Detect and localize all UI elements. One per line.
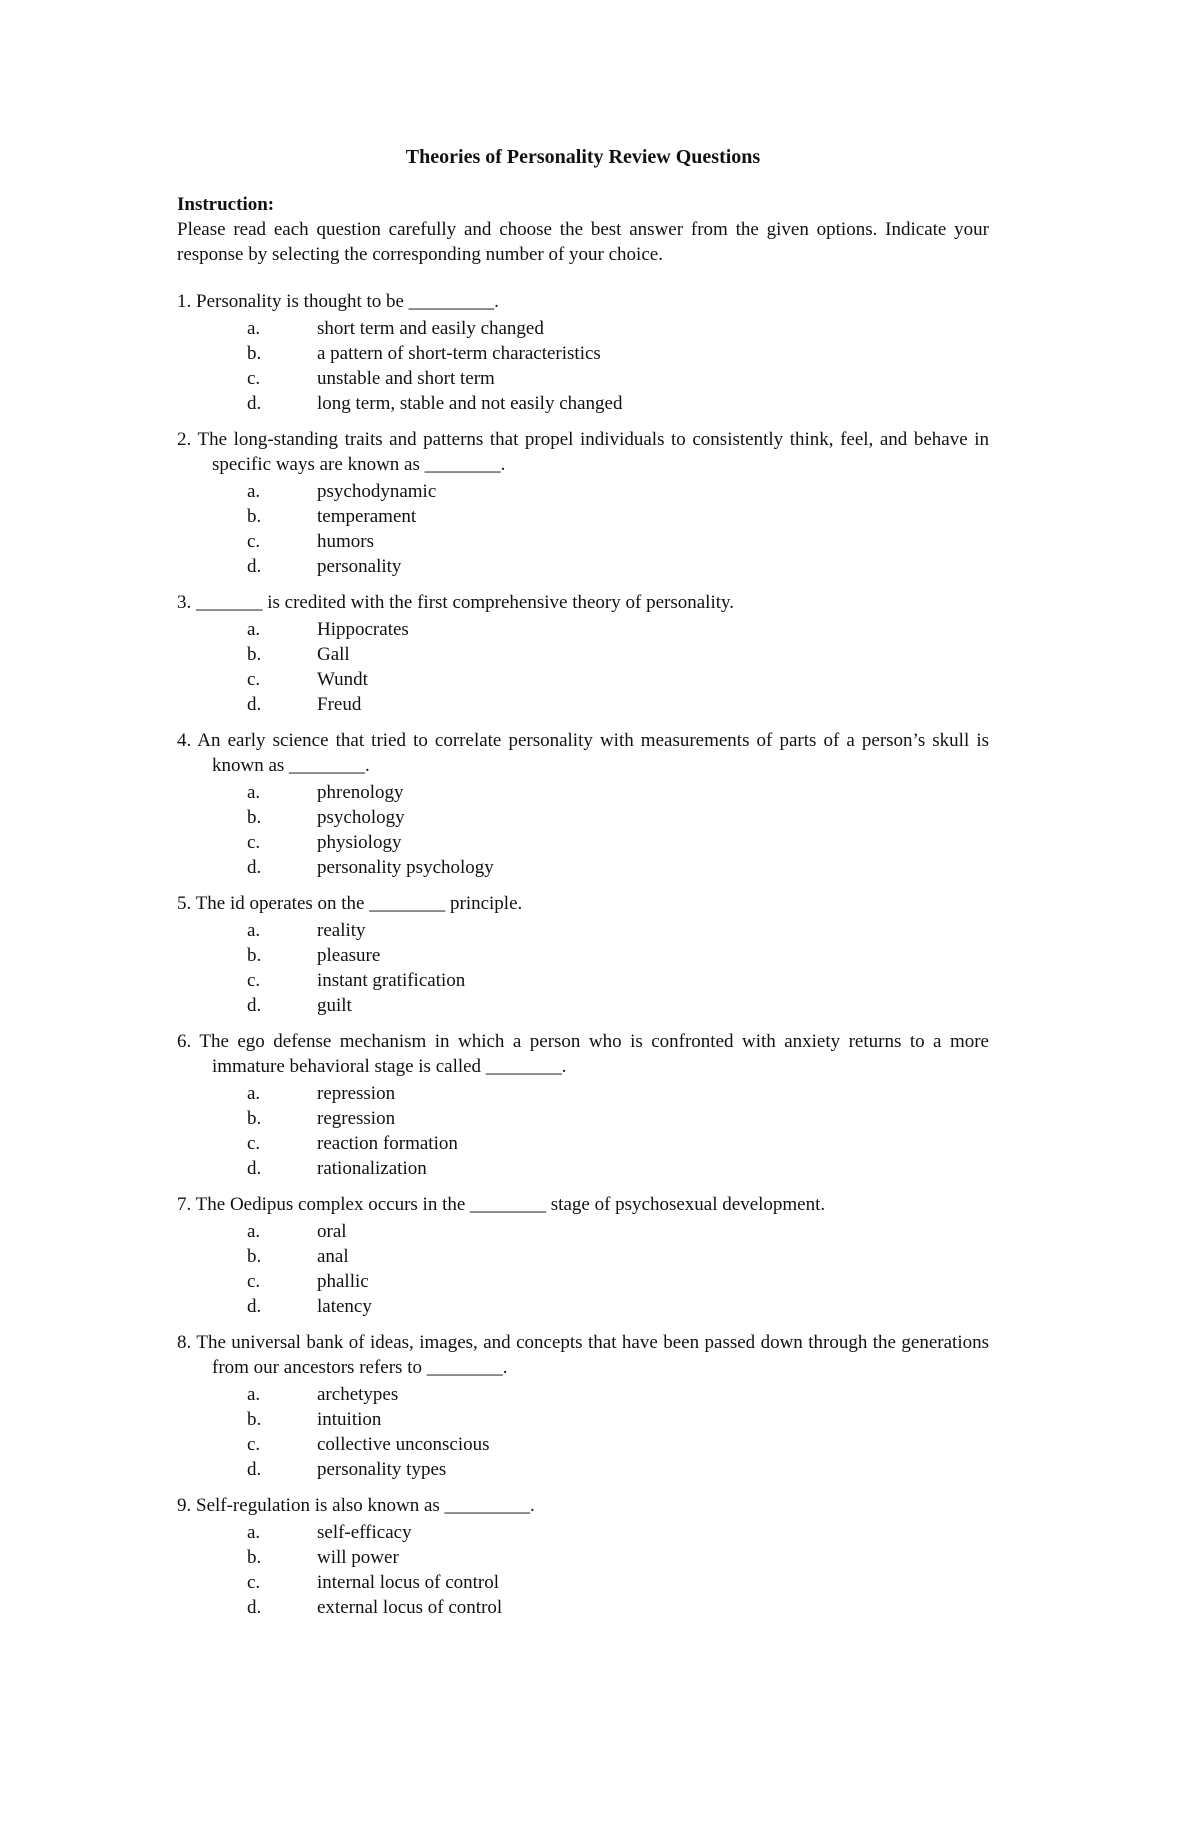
question-stem: 1. Personality is thought to be _________. — [177, 291, 499, 312]
question-stem: 4. An early science that tried to correlate personality with measurements of parts of a person’s skull is known as ________. — [177, 730, 989, 776]
question-item — [177, 1029, 989, 1181]
option-text: oral — [317, 1221, 347, 1242]
option-letter-cell — [177, 341, 317, 366]
option-letter: d. — [247, 393, 262, 414]
option-letter-cell — [177, 943, 317, 968]
option-letter-cell — [177, 1219, 317, 1244]
answer-options — [177, 316, 989, 416]
answer-options — [177, 1081, 989, 1181]
option-text: external locus of control — [317, 1597, 503, 1618]
option-text: temperament — [317, 506, 417, 527]
answer-option[interactable] — [177, 943, 989, 968]
option-text: rationalization — [317, 1158, 427, 1179]
option-text: personality types — [317, 1459, 447, 1480]
option-letter: d. — [247, 1296, 262, 1317]
answer-options — [177, 780, 989, 880]
option-text: reality — [317, 920, 366, 941]
option-letter: b. — [247, 644, 262, 665]
option-letter: d. — [247, 857, 262, 878]
option-text: Gall — [317, 644, 350, 665]
answer-options — [177, 479, 989, 579]
option-letter: a. — [247, 920, 261, 941]
option-letter-cell — [177, 1382, 317, 1407]
answer-option[interactable] — [177, 554, 989, 579]
option-letter: c. — [247, 669, 261, 690]
option-text: psychology — [317, 807, 405, 828]
option-text: unstable and short term — [317, 368, 495, 389]
answer-option[interactable] — [177, 1595, 989, 1620]
answer-option[interactable] — [177, 1294, 989, 1319]
question-stem: 2. The long-standing traits and patterns that propel individuals to consistently think, feel, and behave in specific ways are known as ________. — [177, 429, 989, 475]
answer-option[interactable] — [177, 1545, 989, 1570]
option-letter-cell — [177, 1156, 317, 1181]
option-letter: c. — [247, 832, 261, 853]
answer-option[interactable] — [177, 529, 989, 554]
option-letter: b. — [247, 343, 262, 364]
option-text: pleasure — [317, 945, 381, 966]
answer-option[interactable] — [177, 780, 989, 805]
answer-option[interactable] — [177, 366, 989, 391]
instruction-text: Please read each question carefully and choose the best answer from the given options. Indicate your response by selecting the corresponding number of your choice. — [177, 219, 989, 265]
option-text: guilt — [317, 995, 352, 1016]
option-letter-cell — [177, 391, 317, 416]
option-letter-cell — [177, 1457, 317, 1482]
answer-option[interactable] — [177, 1457, 989, 1482]
answer-option[interactable] — [177, 617, 989, 642]
instruction-label: Instruction: — [177, 194, 275, 215]
answer-option[interactable] — [177, 855, 989, 880]
option-text: latency — [317, 1296, 372, 1317]
option-letter: d. — [247, 694, 262, 715]
option-letter-cell — [177, 1570, 317, 1595]
option-text: long term, stable and not easily changed — [317, 393, 623, 414]
question-item — [177, 1330, 989, 1482]
question-stem: 5. The id operates on the ________ principle. — [177, 893, 523, 914]
option-letter: c. — [247, 368, 261, 389]
answer-option[interactable] — [177, 341, 989, 366]
answer-options — [177, 617, 989, 717]
document-page — [177, 140, 989, 1631]
answer-option[interactable] — [177, 1432, 989, 1457]
option-letter-cell — [177, 1106, 317, 1131]
option-text: instant gratification — [317, 970, 466, 991]
option-text: Wundt — [317, 669, 368, 690]
option-letter: a. — [247, 1083, 261, 1104]
option-letter-cell — [177, 1545, 317, 1570]
answer-option[interactable] — [177, 1382, 989, 1407]
answer-option[interactable] — [177, 504, 989, 529]
answer-option[interactable] — [177, 692, 989, 717]
option-letter: d. — [247, 995, 262, 1016]
option-letter-cell — [177, 968, 317, 993]
option-letter: b. — [247, 1409, 262, 1430]
option-text: anal — [317, 1246, 349, 1267]
option-text: phallic — [317, 1271, 369, 1292]
answer-option[interactable] — [177, 1106, 989, 1131]
option-letter-cell — [177, 1244, 317, 1269]
option-letter: c. — [247, 970, 261, 991]
option-letter: d. — [247, 556, 262, 577]
option-letter-cell — [177, 1432, 317, 1457]
question-stem: 8. The universal bank of ideas, images, and concepts that have been passed down through the generations from our ancestors refers to ________. — [177, 1332, 989, 1378]
option-letter: b. — [247, 506, 262, 527]
answer-option[interactable] — [177, 316, 989, 341]
option-letter: a. — [247, 782, 261, 803]
option-text: personality psychology — [317, 857, 494, 878]
question-stem: 6. The ego defense mechanism in which a person who is confronted with anxiety returns to a more immature behavioral stage is called ________. — [177, 1031, 989, 1077]
answer-option[interactable] — [177, 479, 989, 504]
option-letter: c. — [247, 1133, 261, 1154]
answer-option[interactable] — [177, 805, 989, 830]
answer-option[interactable] — [177, 1570, 989, 1595]
option-letter-cell — [177, 692, 317, 717]
option-letter-cell — [177, 830, 317, 855]
answer-option[interactable] — [177, 993, 989, 1018]
option-text: reaction formation — [317, 1133, 458, 1154]
option-letter: d. — [247, 1459, 262, 1480]
option-letter: d. — [247, 1158, 262, 1179]
option-letter: c. — [247, 1572, 261, 1593]
option-letter: b. — [247, 945, 262, 966]
option-letter-cell — [177, 1520, 317, 1545]
option-letter-cell — [177, 554, 317, 579]
option-letter-cell — [177, 504, 317, 529]
document-title: Theories of Personality Review Questions — [405, 146, 761, 168]
answer-option[interactable] — [177, 918, 989, 943]
answer-option[interactable] — [177, 1081, 989, 1106]
option-text: regression — [317, 1108, 396, 1129]
option-text: self-efficacy — [317, 1522, 412, 1543]
option-letter-cell — [177, 667, 317, 692]
answer-options — [177, 1382, 989, 1482]
question-item — [177, 891, 989, 1018]
question-item — [177, 590, 989, 717]
answer-options — [177, 1219, 989, 1319]
option-letter-cell — [177, 1131, 317, 1156]
answer-option[interactable] — [177, 667, 989, 692]
answer-option[interactable] — [177, 1244, 989, 1269]
question-stem: 9. Self-regulation is also known as _________. — [177, 1495, 535, 1516]
option-letter-cell — [177, 1294, 317, 1319]
answer-option[interactable] — [177, 1131, 989, 1156]
option-letter: b. — [247, 807, 262, 828]
option-text: repression — [317, 1083, 396, 1104]
option-text: short term and easily changed — [317, 318, 544, 339]
answer-options — [177, 1520, 989, 1620]
answer-option[interactable] — [177, 830, 989, 855]
option-letter-cell — [177, 1081, 317, 1106]
option-text: archetypes — [317, 1384, 399, 1405]
option-letter: c. — [247, 1434, 261, 1455]
option-letter: c. — [247, 1271, 261, 1292]
option-text: humors — [317, 531, 374, 552]
option-letter-cell — [177, 1407, 317, 1432]
answer-option[interactable] — [177, 1156, 989, 1181]
option-letter-cell — [177, 366, 317, 391]
question-item — [177, 427, 989, 579]
option-text: internal locus of control — [317, 1572, 500, 1593]
option-letter-cell — [177, 529, 317, 554]
option-letter-cell — [177, 1595, 317, 1620]
option-letter-cell — [177, 1269, 317, 1294]
option-letter: a. — [247, 1522, 261, 1543]
option-letter-cell — [177, 918, 317, 943]
option-letter: d. — [247, 1597, 262, 1618]
answer-options — [177, 918, 989, 1018]
answer-option[interactable] — [177, 1219, 989, 1244]
option-letter-cell — [177, 780, 317, 805]
option-letter: b. — [247, 1108, 262, 1129]
option-text: physiology — [317, 832, 402, 853]
question-item — [177, 1192, 989, 1319]
option-letter-cell — [177, 617, 317, 642]
option-text: psychodynamic — [317, 481, 437, 502]
option-letter-cell — [177, 642, 317, 667]
option-letter-cell — [177, 805, 317, 830]
option-letter: a. — [247, 1221, 261, 1242]
question-list — [177, 289, 989, 1620]
answer-option[interactable] — [177, 968, 989, 993]
option-letter-cell — [177, 479, 317, 504]
answer-option[interactable] — [177, 642, 989, 667]
option-text: Hippocrates — [317, 619, 409, 640]
answer-option[interactable] — [177, 1520, 989, 1545]
answer-option[interactable] — [177, 391, 989, 416]
question-item — [177, 289, 989, 416]
option-text: a pattern of short-term characteristics — [317, 343, 601, 364]
option-letter-cell — [177, 316, 317, 341]
question-item — [177, 728, 989, 880]
answer-option[interactable] — [177, 1269, 989, 1294]
option-text: Freud — [317, 694, 362, 715]
option-text: intuition — [317, 1409, 382, 1430]
option-letter-cell — [177, 855, 317, 880]
option-letter: a. — [247, 318, 261, 339]
option-letter: b. — [247, 1246, 262, 1267]
option-text: collective unconscious — [317, 1434, 490, 1455]
option-letter: a. — [247, 481, 261, 502]
option-letter-cell — [177, 993, 317, 1018]
option-letter: b. — [247, 1547, 262, 1568]
option-letter: a. — [247, 619, 261, 640]
question-item — [177, 1493, 989, 1620]
question-stem: 7. The Oedipus complex occurs in the ________ stage of psychosexual development. — [177, 1194, 826, 1215]
option-letter: a. — [247, 1384, 261, 1405]
question-stem: 3. _______ is credited with the first comprehensive theory of personality. — [177, 592, 735, 613]
answer-option[interactable] — [177, 1407, 989, 1432]
option-letter: c. — [247, 531, 261, 552]
option-text: personality — [317, 556, 402, 577]
option-text: will power — [317, 1547, 399, 1568]
option-text: phrenology — [317, 782, 404, 803]
